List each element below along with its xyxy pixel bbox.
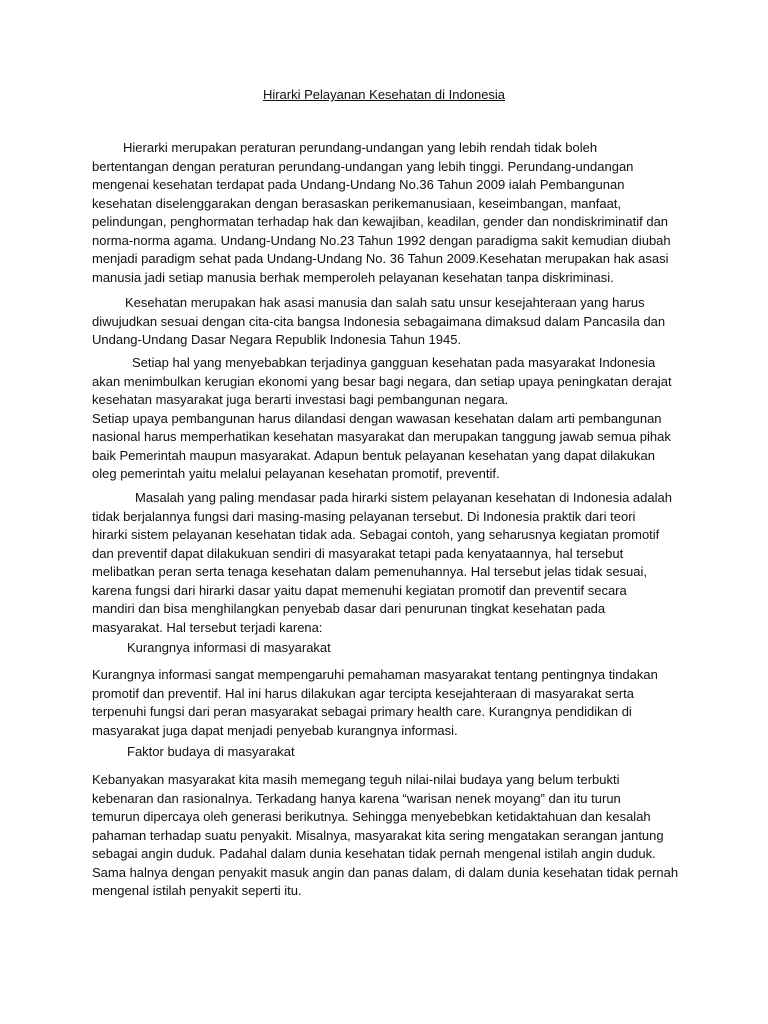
text-line: bertentangan dengan peraturan perundang-undangan yang lebih tinggi. Perundang-undangan <box>92 158 634 174</box>
text-line: sebagai angin duduk. Padahal dalam dunia kesehatan tidak pernah mengenal istilah angin duduk. <box>92 846 656 861</box>
section-heading-budaya: Faktor budaya di masyarakat <box>127 744 295 759</box>
text-line: mengenai kesehatan terdapat pada Undang-Undang No.36 Tahun 2009 ialah Pembangunan <box>92 177 625 192</box>
text-line: manusia jadi setiap manusia berhak memperoleh pelayanan kesehatan tanpa diskriminasi. <box>92 269 614 285</box>
text-line: pahaman terhadap suatu penyakit. Misalnya, masyarakat kita sering mengatakan serangan jantung <box>92 827 664 843</box>
text-line: kesehatan masyarakat juga berarti investasi bagi pembangunan negara. <box>92 392 509 407</box>
text-line: karena fungsi dari hirarki dasar yaitu dapat memenuhi kegiatan promotif dan preventif secara <box>92 582 627 598</box>
text-line: menjadi paradigm sehat pada Undang-Undang No. 36 Tahun 2009.Kesehatan merupakan hak asasi <box>92 251 669 266</box>
text-line: masyarakat. Hal tersebut terjadi karena: <box>92 619 323 635</box>
text-line: akan menimbulkan kerugian ekonomi yang besar bagi negara, dan setiap upaya peningkatan derajat <box>92 373 672 389</box>
text-line: oleg pemerintah yaitu melalui pelayanan kesehatan promotif, preventif. <box>92 466 500 481</box>
text-line: mengenal istilah penyakit seperti itu. <box>92 883 302 898</box>
text-line: melibatkan peran serta tenaga kesehatan dalam pemenuhannya. Hal tersebut jelas tidak sesuai, <box>92 564 648 579</box>
text-line: Undang-Undang Dasar Negara Republik Indonesia Tahun 1945. <box>92 332 462 347</box>
text-line: Masalah yang paling mendasar pada hirarki sistem pelayanan kesehatan di Indonesia adalah <box>135 490 672 505</box>
text-line: masyarakat juga dapat menjadi penyebab kurangnya informasi. <box>92 722 458 738</box>
text-line: terpenuhi fungsi dari peran masyarakat sebagai primary health care. Kurangnya pendidikan di <box>92 704 632 719</box>
text-line: nasional harus memperhatikan kesehatan masyarakat dan merupakan tanggung jawab semua pihak <box>92 429 671 444</box>
paragraph-masalah <box>92 489 682 637</box>
text-line: baik Pemerintah maupun masyarakat. Adapun bentuk pelayanan kesehatan yang dapat dilakukan <box>92 447 655 463</box>
text-line: tidak berjalannya fungsi dari masing-masing pelayanan tersebut. Di Indonesia praktik dari teori <box>92 508 636 524</box>
text-line: Hierarki merupakan peraturan perundang-undangan yang lebih rendah tidak boleh <box>123 140 598 155</box>
paragraph-gangguan-kesehatan <box>92 354 682 484</box>
text-line: Setiap hal yang menyebabkan terjadinya gangguan kesehatan pada masyarakat Indonesia <box>132 355 656 370</box>
text-line: norma-norma agama. Undang-Undang No.23 Tahun 1992 dengan paradigma sakit kemudian diubah <box>92 232 671 248</box>
text-line: mandiri dan bisa menghilangkan penyebab dasar dari penurunan tingkat kesehatan pada <box>92 601 606 616</box>
document-title: Hirarki Pelayanan Kesehatan di Indonesia <box>262 87 506 102</box>
text-line: Kurangnya informasi sangat mempengaruhi pemahaman masyarakat tentang pentingnya tindakan <box>92 667 658 682</box>
text-line: Sama halnya dengan penyakit masuk angin dan panas dalam, di dalam dunia kesehatan tidak pernah <box>92 864 679 880</box>
text-line: promotif dan preventif. Hal ini harus dilakukan agar tercipta kesejahteraan di masyarakat serta <box>92 685 634 701</box>
text-line: kebenaran dan rasionalnya. Terkadang hanya karena “warisan nenek moyang” dan itu turun <box>92 790 621 806</box>
text-line: temurun dipercaya oleh generasi berikutnya. Sehingga menyebebkan ketidaktahuan dan kesalah <box>92 809 651 824</box>
text-line: pelindungan, penghormatan terhadap hak dan kewajiban, keadilan, gender dan nondiskriminatif dan <box>92 214 669 229</box>
text-line: Kesehatan merupakan hak asasi manusia dan salah satu unsur kesejahteraan yang harus <box>125 295 645 310</box>
paragraph-faktor-budaya <box>92 771 682 901</box>
text-line: diwujudkan sesuai dengan cita-cita bangsa Indonesia sebagaimana dimaksud dalam Pancasila dan <box>92 313 666 329</box>
text-line: dan preventif dapat dilakukuan sendiri di masyarakat tetapi pada kenyataannya, hal tersebut <box>92 545 624 561</box>
text-line: Kebanyakan masyarakat kita masih memegang teguh nilai-nilai budaya yang belum terbukti <box>92 772 620 787</box>
paragraph-hak-asasi <box>92 294 682 350</box>
text-line: kesehatan diselenggarakan dengan berasaskan perikemanusiaan, keseimbangan, manfaat, <box>92 195 622 211</box>
section-heading-informasi: Kurangnya informasi di masyarakat <box>127 640 331 655</box>
text-line: hirarki sistem pelayanan kesehatan tidak ada. Sebagai contoh, yang seharusnya kegiatan promotif <box>92 527 660 542</box>
paragraph-hierarki <box>92 139 682 287</box>
paragraph-kurangnya-informasi <box>92 666 682 740</box>
text-line: Setiap upaya pembangunan harus dilandasi dengan wawasan kesehatan dalam arti pembangunan <box>92 410 662 426</box>
